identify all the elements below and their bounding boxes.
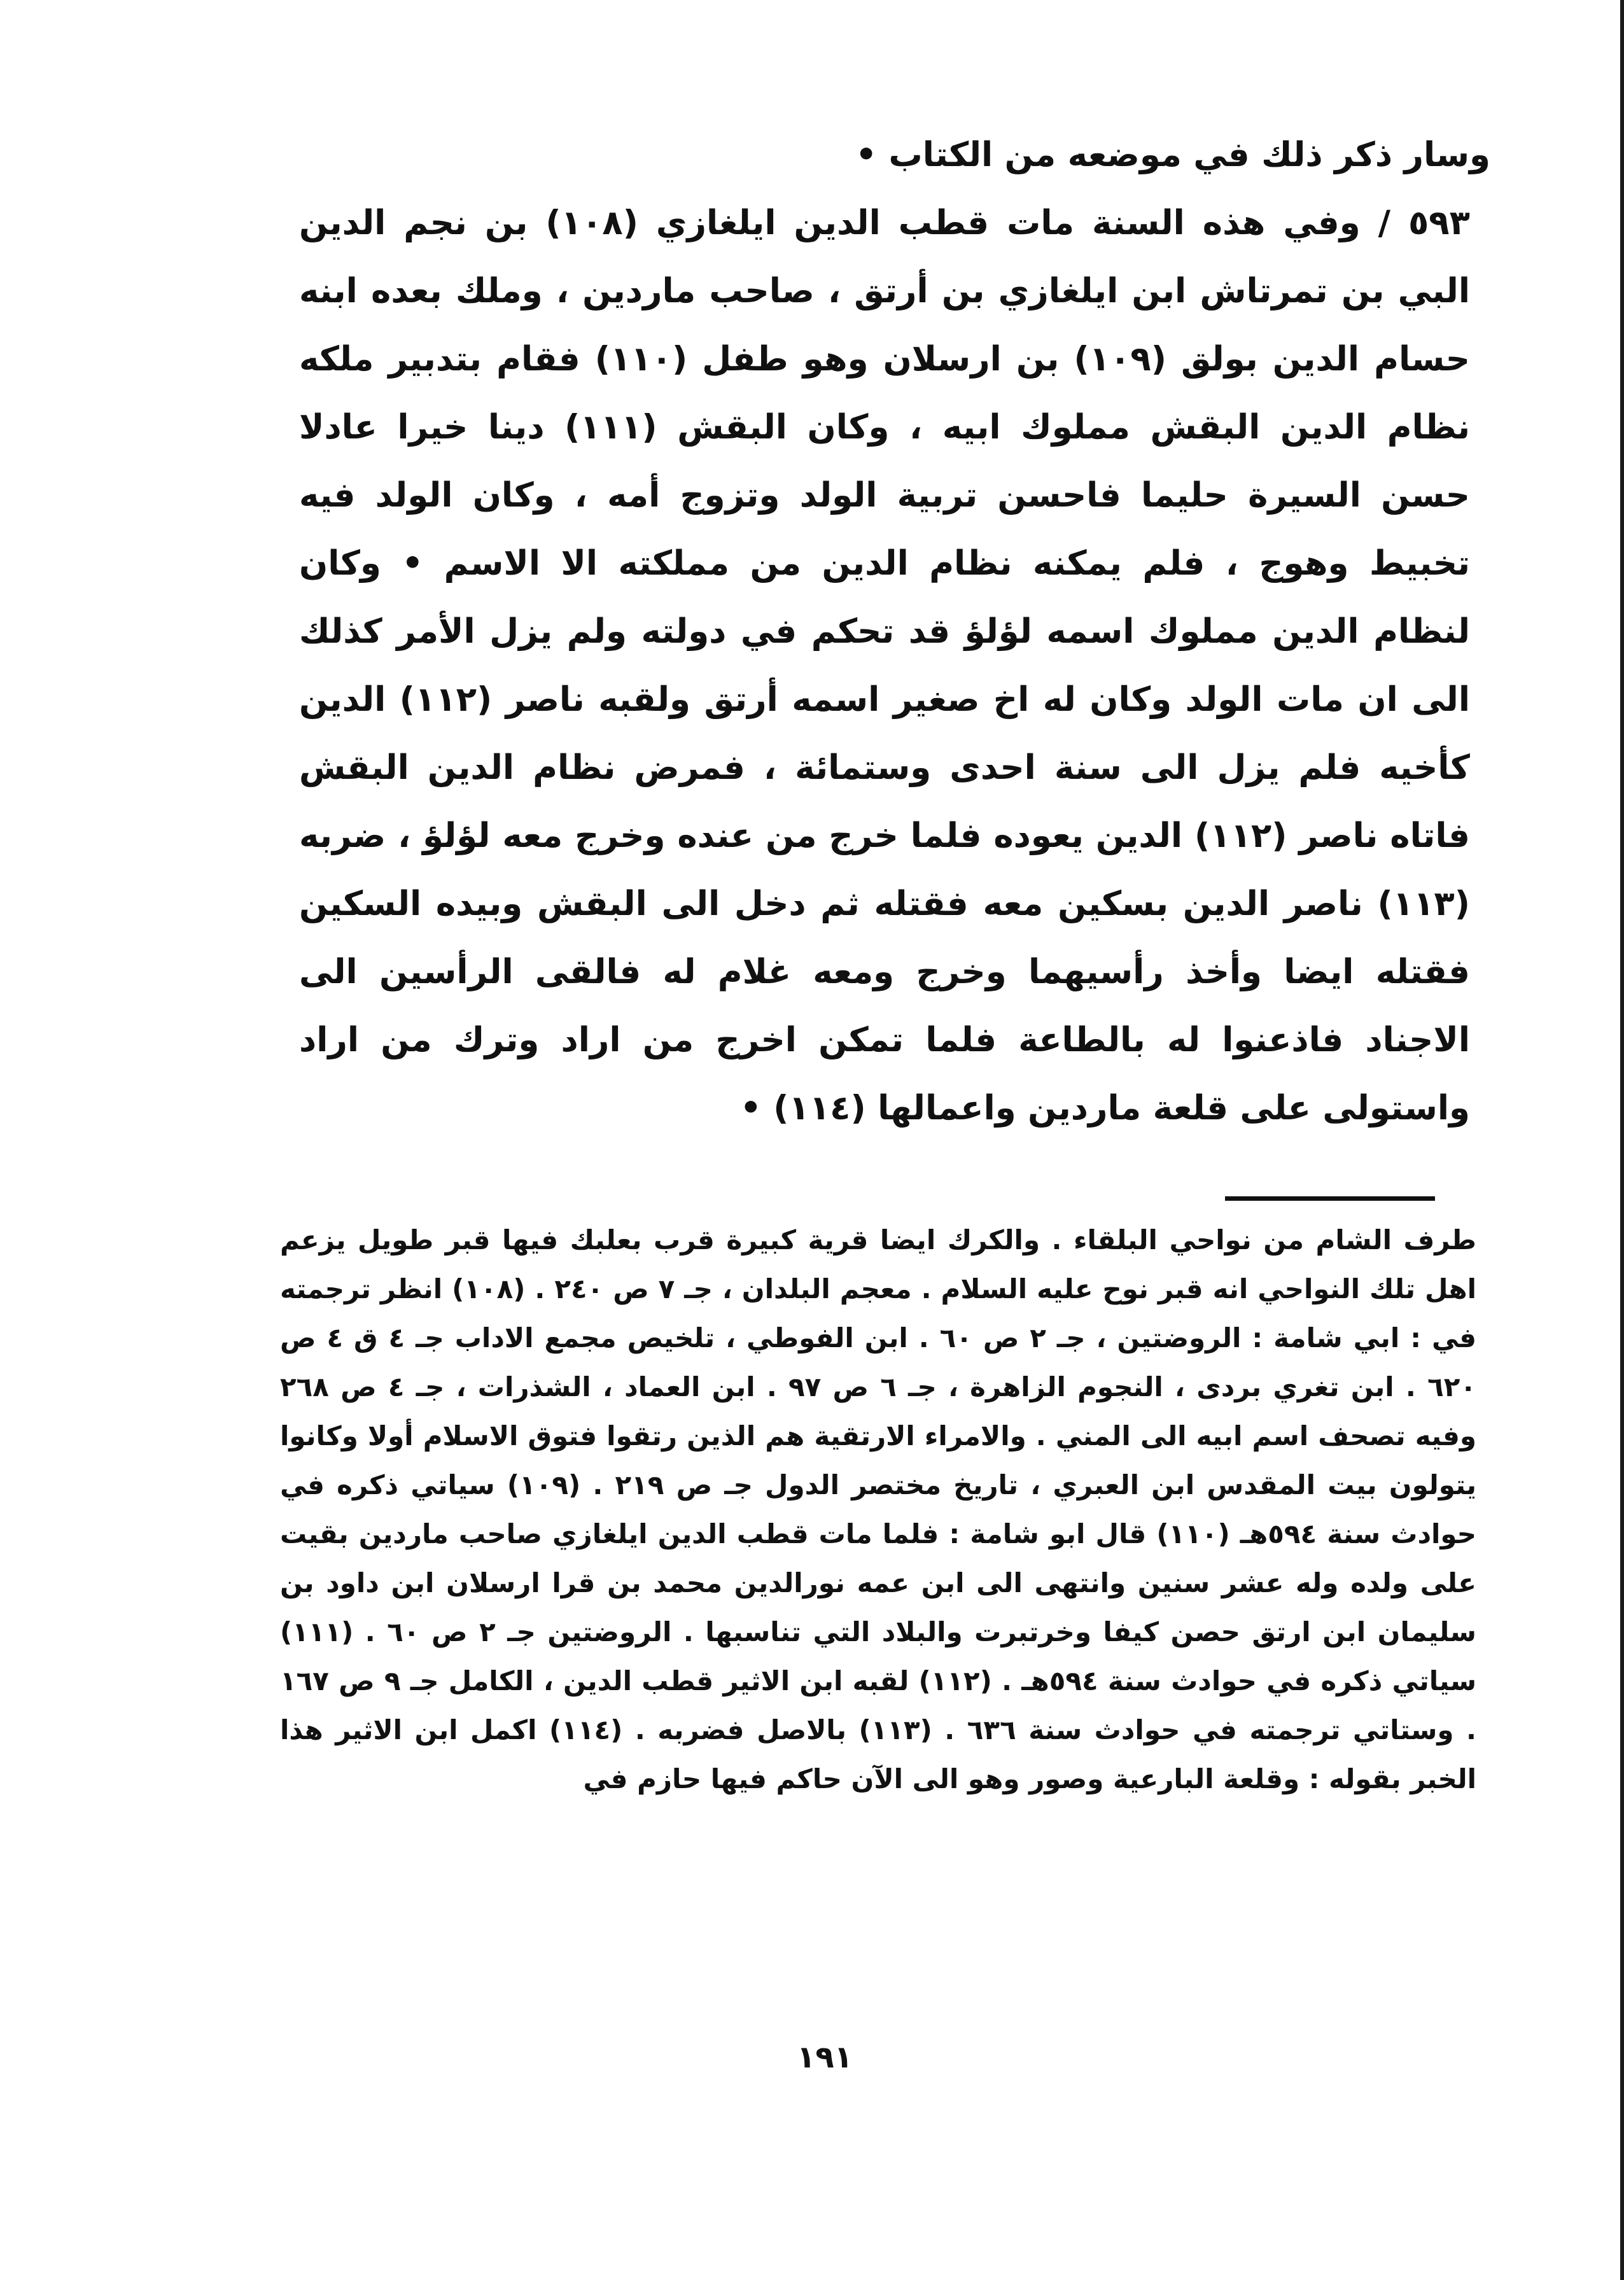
footnote-separator [1225, 1196, 1435, 1201]
main-text-block [299, 121, 1490, 1142]
footnotes-text: طرف الشام من نواحي البلقاء . والكرك ايضا قرية كبيرة قرب بعلبك فيها قبر طويل يزعم اهل تلك النواحي انه قبر نوح عليه السلام . معجم البلدان ، جـ ٧ ص ٢٤٠ . (١٠٨) انظر ترجمته في : ابي شامة : الروضتين ، جـ ٢ ص ٦٠ . ابن الفوطي ، تلخيص مجمع الاداب جـ ٤ ق ٤ ص ٦٢٠ . ابن تغري بردى ، النجوم الزاهرة ، جـ ٦ ص ٩٧ . ابن العماد ، الشذرات ، جـ ٤ ص ٢٦٨ وفيه تصحف اسم ابيه الى المني . والامراء الارتقية هم الذين رتقوا فتوق الاسلام أولا وكانوا يتولون بيت المقدس ابن العبري ، تاريخ مختصر الدول جـ ص ٢١٩ . (١٠٩) سياتي ذكره في حوادث سنة ٥٩٤هـ (١١٠) قال ابو شامة : فلما مات قطب الدين ايلغازي صاحب ماردين بقيت على ولده وله عشر سنين وانتهى الى ابن عمه نورالدين محمد بن قرا ارسلان ابن داود بن سليمان ابن ارتق حصن كيفا وخرتبرت والبلاد التي تناسبها . الروضتين جـ ٢ ص ٦٠ . (١١١) سياتي ذكره في حوادث سنة ٥٩٤هـ . (١١٢) لقبه ابن الاثير قطب الدين ، الكامل جـ ٩ ص ١٦٧ . وستاتي ترجمته في حوادث سنة ٦٣٦ . (١١٣) بالاصل فضربه . (١١٤) اكمل ابن الاثير هذا الخبر بقوله : وقلعة البارعية وصور وهو الى الآن حاكم فيها حازم في [280, 1224, 1477, 1794]
footnotes-block [280, 1215, 1476, 1803]
page-number: ١٩١ [797, 2039, 853, 2075]
page-edge [1620, 0, 1624, 2280]
opening-line: وسار ذكر ذلك في موضعه من الكتاب • [855, 136, 1490, 174]
main-paragraph: ٥٩٣ / وفي هذه السنة مات قطب الدين ايلغازي (١٠٨) بن نجم الدين البي بن تمرتاش ابن ايلغازي بن أرتق ، صاحب ماردين ، وملك بعده ابنه حسام الدين بولق (١٠٩) بن ارسلان وهو طفل (١١٠) فقام بتدبير ملكه نظام الدين البقش مملوك ابيه ، وكان البقش (١١١) دينا خيرا عادلا حسن السيرة حليما فاحسن تربية الولد وتزوج أمه ، وكان الولد فيه تخبيط وهوج ، فلم يمكنه نظام الدين من مملكته الا الاسم • وكان لنظام الدين مملوك اسمه لؤلؤ قد تحكم في دولته ولم يزل الأمر كذلك الى ان مات الولد وكان له اخ صغير اسمه أرتق ولقبه ناصر (١١٢) الدين كأخيه فلم يزل الى سنة احدى وستمائة ، فمرض نظام الدين البقش فاتاه ناصر (١١٢) الدين يعوده فلما خرج من عنده وخرج معه لؤلؤ ، ضربه (١١٣) ناصر الدين بسكين معه فقتله ثم دخل الى البقش وبيده السكين فقتله ايضا وأخذ رأسيهما وخرج ومعه غلام له فالقى الرأسين الى الاجناد فاذعنوا له بالطاعة فلما تمكن اخرج من اراد وترك من اراد واستولى على قلعة ماردين واعمالها (١١٤) • [299, 204, 1471, 1128]
